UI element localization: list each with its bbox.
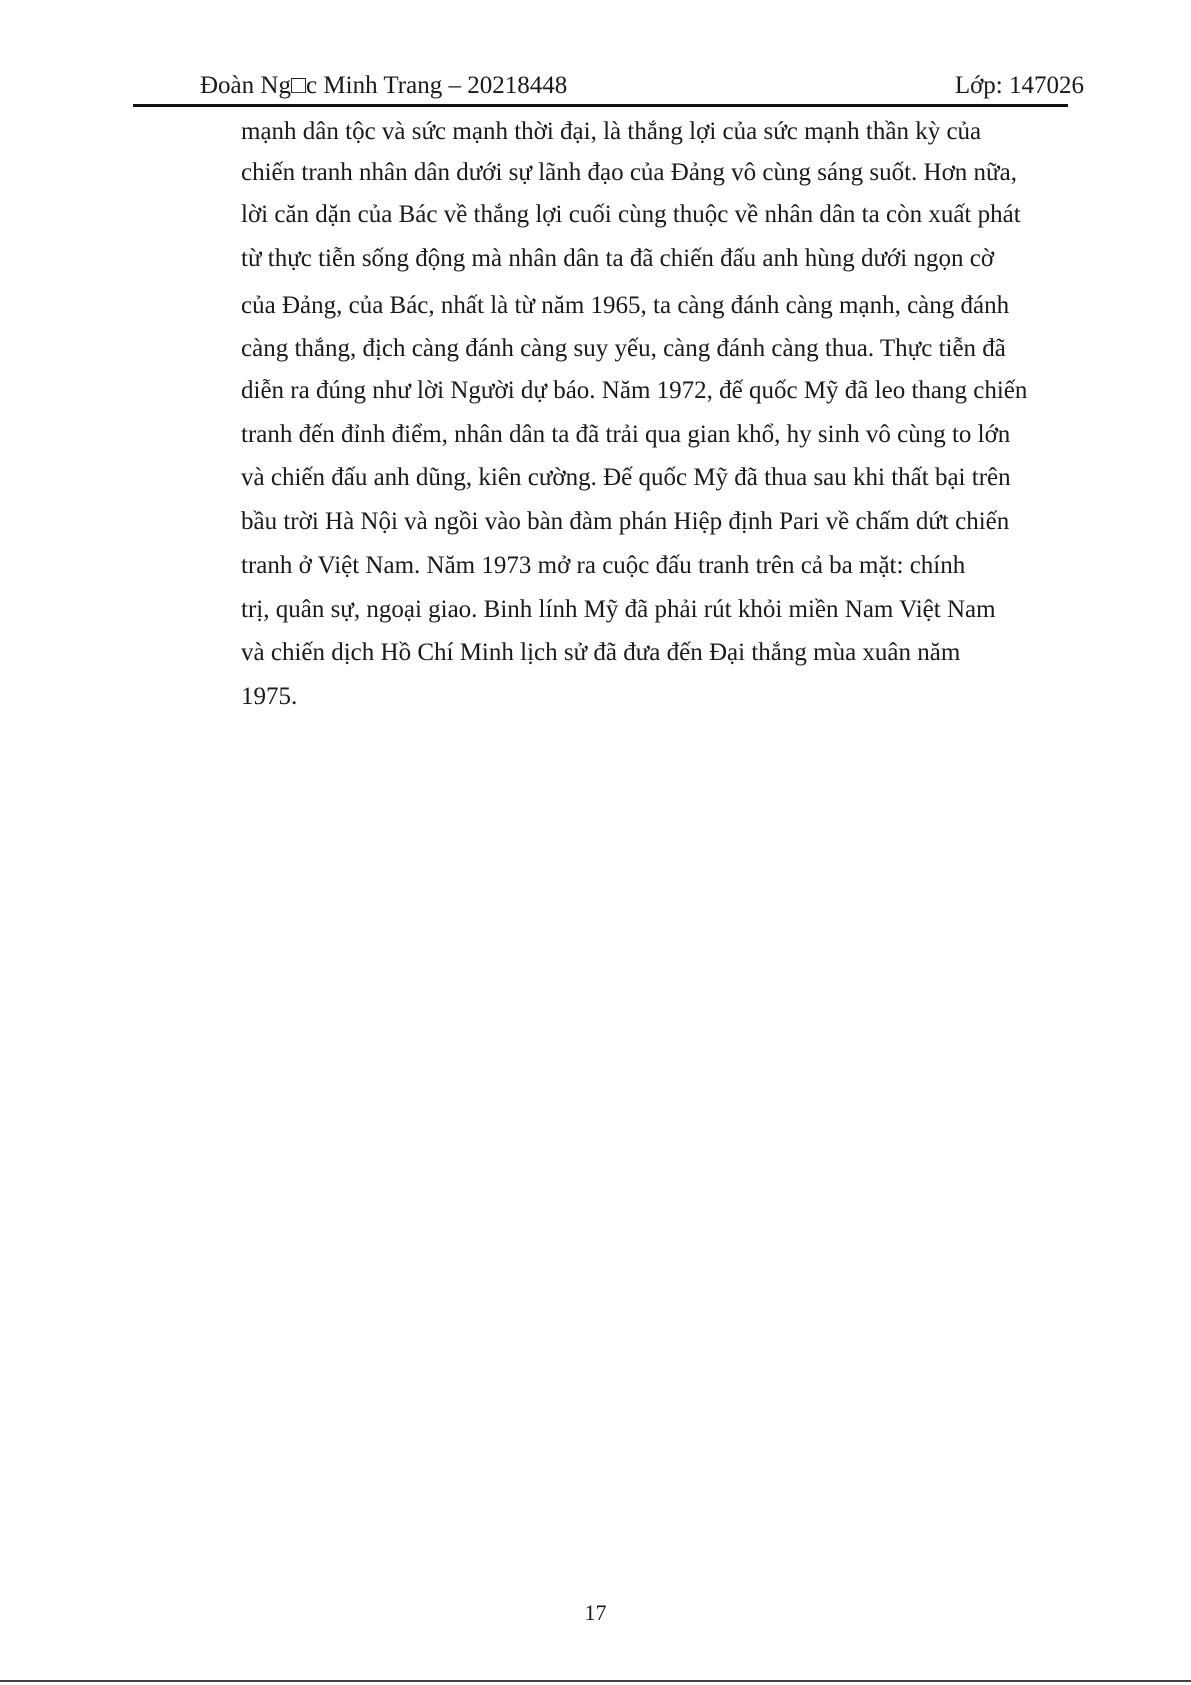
- text-line: 1975.: [241, 683, 298, 710]
- text-line: của Đảng, của Bác, nhất là từ năm 1965, ta càng đánh càng mạnh, càng đánh: [241, 292, 1010, 319]
- header-divider: [133, 104, 1068, 107]
- text-line: bầu trời Hà Nội và ngồi vào bàn đàm phán Hiệp định Pari về chấm dứt chiến: [241, 508, 1010, 535]
- text-line: càng thắng, địch càng đánh càng suy yếu, càng đánh càng thua. Thực tiễn đã: [241, 335, 1006, 362]
- page-number: 17: [584, 1600, 607, 1625]
- text-line: và chiến dịch Hồ Chí Minh lịch sử đã đưa đến Đại thắng mùa xuân năm: [241, 639, 961, 666]
- text-line: diễn ra đúng như lời Người dự báo. Năm 1972, đế quốc Mỹ đã leo thang chiến: [241, 377, 1028, 404]
- footer-divider: [0, 1680, 1191, 1682]
- text-line: tranh ở Việt Nam. Năm 1973 mở ra cuộc đấu tranh trên cả ba mặt: chính: [241, 552, 966, 579]
- text-line: tranh đến đỉnh điểm, nhân dân ta đã trải qua gian khổ, hy sinh vô cùng to lớn: [241, 421, 1011, 448]
- header-class: Lớp: 147026: [954, 72, 1084, 99]
- text-line: mạnh dân tộc và sức mạnh thời đại, là thắng lợi của sức mạnh thần kỳ của: [241, 118, 982, 145]
- text-line: chiến tranh nhân dân dưới sự lãnh đạo của Đảng vô cùng sáng suốt. Hơn nữa,: [241, 159, 1017, 186]
- page-header: [200, 68, 1084, 104]
- text-line: lời căn dặn của Bác về thắng lợi cuối cùng thuộc về nhân dân ta còn xuất phát: [241, 201, 1021, 228]
- header-author-id: Đoàn Ng□c Minh Trang – 20218448: [200, 72, 568, 99]
- text-line: và chiến đấu anh dũng, kiên cường. Đế quốc Mỹ đã thua sau khi thất bại trên: [241, 464, 1011, 491]
- text-line: trị, quân sự, ngoại giao. Binh lính Mỹ đã phải rút khỏi miền Nam Việt Nam: [241, 596, 996, 623]
- text-line: từ thực tiễn sống động mà nhân dân ta đã chiến đấu anh hùng dưới ngọn cờ: [241, 245, 995, 272]
